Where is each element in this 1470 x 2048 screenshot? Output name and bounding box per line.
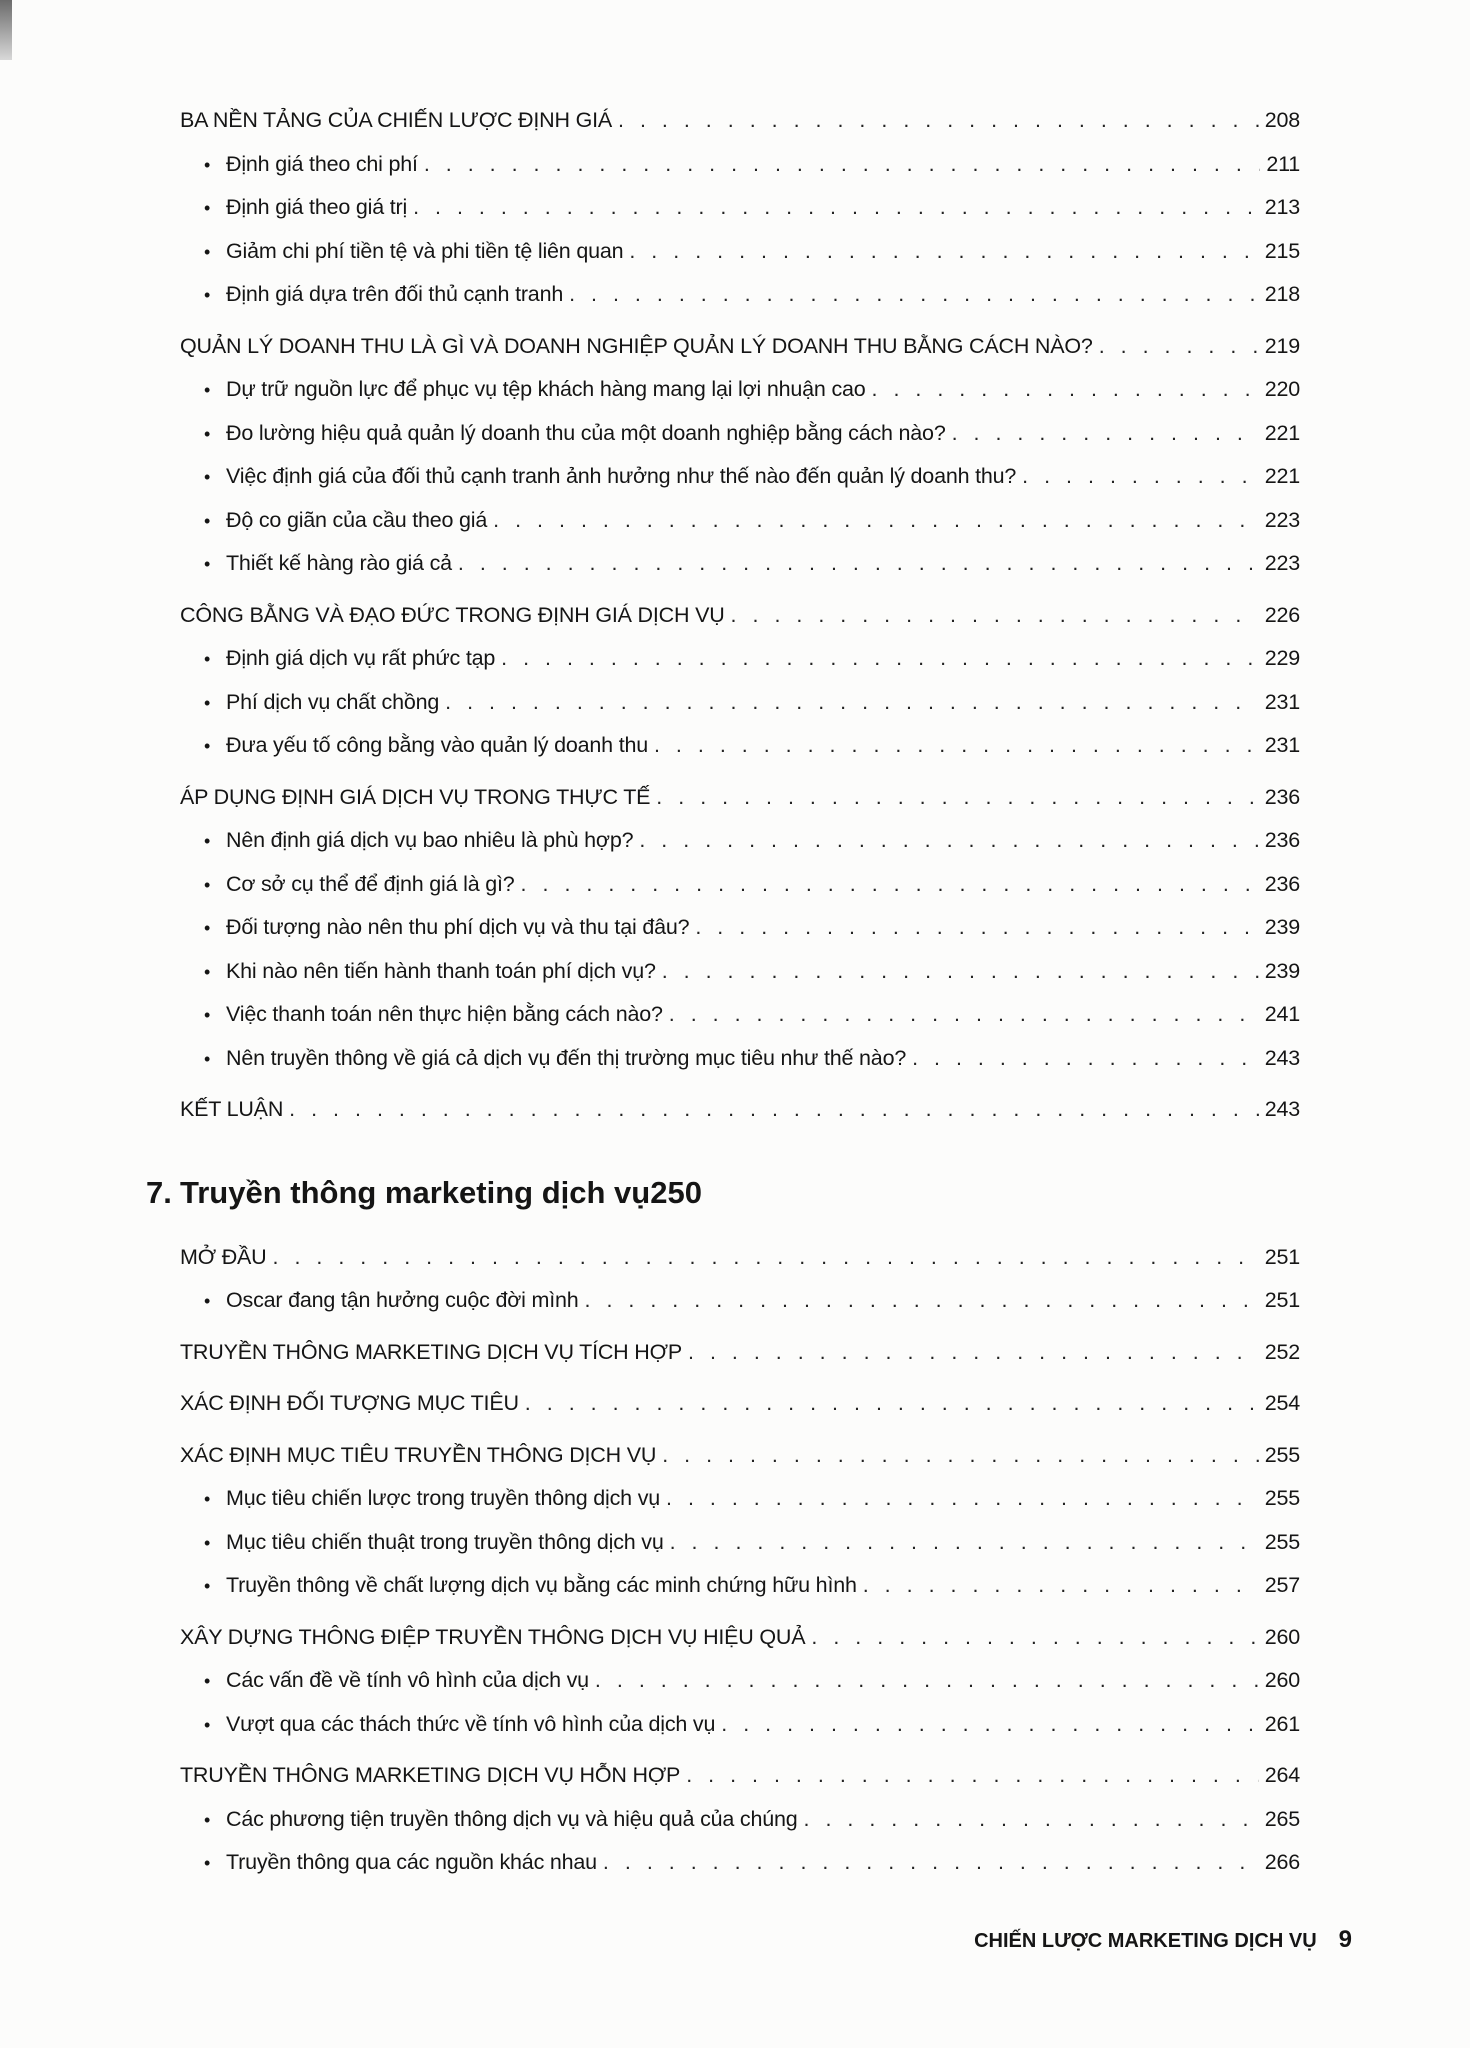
entry-title: Oscar đang tận hưởng cuộc đời mình — [226, 1288, 579, 1312]
toc-section — [180, 785, 1300, 829]
dot-leader — [525, 1391, 1259, 1416]
entry-page-number: 264 — [1264, 1763, 1300, 1787]
dot-leader — [445, 690, 1259, 715]
entry-page-number: 219 — [1264, 333, 1300, 358]
dot-leader — [863, 1573, 1259, 1598]
entry-title: Nên truyền thông về giá cả dịch vụ đến thị trường mục tiêu như thế nào? — [226, 1045, 907, 1070]
entry-page-number: 254 — [1264, 1391, 1300, 1415]
entry-title: Định giá dựa trên đối thủ cạnh tranh — [226, 282, 564, 306]
bullet-icon: • — [204, 649, 211, 669]
entry-page-number: 255 — [1264, 1486, 1300, 1510]
entry-title: KẾT LUẬN — [180, 1097, 284, 1121]
bullet-icon: • — [204, 1576, 211, 1596]
entry-title: QUẢN LÝ DOANH THU LÀ GÌ VÀ DOANH NGHIỆP QUẢN LÝ DOANH THU BẰNG CÁCH NÀO? — [180, 333, 1093, 358]
entry-page-number: 260 — [1264, 1624, 1300, 1649]
entry-title: TRUYỀN THÔNG MARKETING DỊCH VỤ HỖN HỢP — [180, 1763, 681, 1787]
entry-page-number: 215 — [1264, 238, 1300, 263]
toc-subitem — [180, 1573, 1300, 1617]
bullet-icon: • — [204, 1714, 211, 1735]
bullet-icon: • — [204, 1005, 211, 1025]
dot-leader — [521, 872, 1259, 897]
toc-subitem — [180, 421, 1300, 465]
dot-leader — [688, 1340, 1259, 1365]
bullet-icon: • — [204, 1489, 211, 1509]
dot-leader — [804, 1807, 1259, 1832]
dot-leader — [731, 603, 1259, 628]
entry-title: Việc định giá của đối thủ cạnh tranh ảnh hưởng như thế nào đến quản lý doanh thu? — [226, 464, 1017, 488]
entry-title: Nên định giá dịch vụ bao nhiêu là phù hợp? — [226, 828, 634, 852]
toc-subitem — [180, 915, 1300, 959]
dot-leader — [458, 551, 1259, 576]
bullet-icon: • — [204, 554, 211, 574]
entry-title: Vượt qua các thách thức về tính vô hình của dịch vụ — [226, 1711, 716, 1736]
entry-page-number: 218 — [1264, 282, 1300, 306]
dot-leader — [912, 1046, 1259, 1071]
entry-page-number: 236 — [1264, 828, 1300, 852]
toc-subitem — [180, 1288, 1300, 1332]
dot-leader — [811, 1625, 1258, 1650]
entry-page-number: 213 — [1264, 195, 1300, 219]
dot-leader — [595, 1668, 1259, 1693]
dot-leader — [670, 1530, 1259, 1555]
bullet-icon: • — [204, 1291, 211, 1311]
dot-leader — [695, 915, 1258, 940]
bullet-icon: • — [204, 1671, 211, 1691]
entry-title: CÔNG BẰNG VÀ ĐẠO ĐỨC TRONG ĐỊNH GIÁ DỊCH VỤ — [180, 602, 725, 627]
entry-page-number: 239 — [1264, 915, 1300, 939]
dot-leader — [686, 1763, 1259, 1788]
entry-title: Truyền thông về chất lượng dịch vụ bằng các minh chứng hữu hình — [226, 1573, 857, 1597]
toc-section — [180, 1097, 1300, 1141]
dot-leader — [1099, 334, 1259, 359]
bullet-icon: • — [204, 154, 211, 175]
bullet-icon: • — [204, 423, 211, 444]
dot-leader — [501, 646, 1259, 671]
chapter-number: 7. — [146, 1174, 172, 1210]
dot-leader — [656, 785, 1258, 810]
entry-title: Đưa yếu tố công bằng vào quản lý doanh thu — [226, 733, 648, 757]
toc-subitem — [180, 646, 1300, 690]
entry-title: Mục tiêu chiến thuật trong truyền thông dịch vụ — [226, 1529, 664, 1554]
entry-page-number: 250 — [650, 1174, 702, 1210]
entry-title: Thiết kế hàng rào giá cả — [226, 551, 452, 575]
dot-leader — [585, 1288, 1259, 1313]
entry-title: Các vấn đề về tính vô hình của dịch vụ — [226, 1668, 589, 1692]
toc-section — [180, 1625, 1300, 1669]
toc-section — [180, 108, 1300, 152]
entry-page-number: 260 — [1264, 1668, 1300, 1692]
bullet-icon: • — [204, 1809, 211, 1830]
entry-title: Các phương tiện truyền thông dịch vụ và hiệu quả của chúng — [226, 1806, 798, 1831]
dot-leader — [666, 1486, 1259, 1511]
footer-page-number: 9 — [1338, 1926, 1352, 1953]
dot-leader — [424, 152, 1260, 177]
toc-subitem — [180, 1807, 1300, 1851]
entry-title: Độ co giãn của cầu theo giá — [226, 507, 488, 532]
toc-subitem — [180, 377, 1300, 421]
toc-section — [180, 603, 1300, 647]
toc-subitem — [180, 1712, 1300, 1756]
entry-page-number: 221 — [1264, 464, 1300, 488]
dot-leader — [618, 108, 1259, 133]
entry-page-number: 251 — [1264, 1288, 1300, 1312]
bullet-icon: • — [204, 692, 211, 713]
toc-subitem — [180, 1668, 1300, 1712]
dot-leader — [569, 282, 1259, 307]
toc-section — [180, 1763, 1300, 1807]
entry-page-number: 243 — [1264, 1097, 1300, 1121]
dot-leader — [721, 1712, 1258, 1737]
entry-title: Cơ sở cụ thể để định giá là gì? — [226, 871, 515, 896]
table-of-contents — [146, 108, 1300, 1894]
bullet-icon: • — [204, 831, 211, 851]
toc-subitem — [180, 959, 1300, 1003]
toc-subitem — [180, 551, 1300, 595]
entry-title: Mục tiêu chiến lược trong truyền thông dịch vụ — [226, 1486, 660, 1510]
entry-page-number: 231 — [1264, 689, 1300, 714]
bullet-icon: • — [204, 510, 211, 531]
toc-subitem — [180, 1002, 1300, 1046]
entry-page-number: 211 — [1266, 151, 1300, 176]
bullet-icon: • — [204, 1853, 211, 1873]
toc-subitem — [180, 733, 1300, 777]
bullet-icon: • — [204, 1048, 211, 1069]
bullet-icon: • — [204, 1532, 211, 1553]
entry-title: XÂY DỰNG THÔNG ĐIỆP TRUYỀN THÔNG DỊCH VỤ HIỆU QUẢ — [180, 1624, 806, 1649]
entry-page-number: 255 — [1264, 1442, 1300, 1467]
toc-chapter — [146, 1175, 1300, 1237]
entry-page-number: 265 — [1264, 1806, 1300, 1831]
entry-title: Giảm chi phí tiền tệ và phi tiền tệ liên quan — [226, 238, 624, 263]
entry-page-number: 221 — [1264, 420, 1300, 445]
entry-title: Truyền thông marketing dịch vụ — [180, 1174, 651, 1210]
entry-title: Định giá dịch vụ rất phức tạp — [226, 646, 496, 670]
toc-section — [180, 1340, 1300, 1384]
bullet-icon: • — [204, 961, 211, 982]
entry-title: Việc thanh toán nên thực hiện bằng cách nào? — [226, 1002, 663, 1026]
entry-title: Dự trữ nguồn lực để phục vụ tệp khách hàng mang lại lợi nhuận cao — [226, 377, 866, 401]
entry-page-number: 223 — [1264, 551, 1300, 575]
toc-subitem — [180, 239, 1300, 283]
entry-page-number: 226 — [1264, 602, 1300, 627]
dot-leader — [1022, 464, 1259, 489]
entry-title: ÁP DỤNG ĐỊNH GIÁ DỊCH VỤ TRONG THỰC TẾ — [180, 784, 651, 809]
dot-leader — [662, 959, 1259, 984]
dot-leader — [603, 1850, 1259, 1875]
entry-page-number: 266 — [1264, 1850, 1300, 1874]
toc-subitem — [180, 1530, 1300, 1574]
entry-title: BA NỀN TẢNG CỦA CHIẾN LƯỢC ĐỊNH GIÁ — [180, 108, 613, 132]
dot-leader — [872, 377, 1259, 402]
toc-subitem — [180, 690, 1300, 734]
entry-page-number: 223 — [1264, 507, 1300, 532]
entry-title: XÁC ĐỊNH MỤC TIÊU TRUYỀN THÔNG DỊCH VỤ — [180, 1442, 657, 1467]
entry-page-number: 257 — [1264, 1573, 1300, 1597]
entry-title: TRUYỀN THÔNG MARKETING DỊCH VỤ TÍCH HỢP — [180, 1339, 682, 1364]
dot-leader — [273, 1245, 1259, 1270]
dot-leader — [639, 828, 1258, 853]
entry-title: XÁC ĐỊNH ĐỐI TƯỢNG MỤC TIÊU — [180, 1391, 519, 1415]
page-footer — [974, 1926, 1352, 1954]
entry-page-number: 236 — [1264, 871, 1300, 896]
entry-page-number: 243 — [1264, 1045, 1300, 1070]
toc-subitem — [180, 872, 1300, 916]
toc-subitem — [180, 828, 1300, 872]
dot-leader — [493, 508, 1259, 533]
bullet-icon: • — [204, 467, 211, 487]
entry-page-number: 239 — [1264, 958, 1300, 983]
toc-subitem — [180, 1850, 1300, 1894]
bullet-icon: • — [204, 198, 211, 218]
dot-leader — [413, 195, 1259, 220]
entry-title: Đối tượng nào nên thu phí dịch vụ và thu tại đâu? — [226, 915, 690, 939]
entry-title: Định giá theo chi phí — [226, 151, 418, 176]
toc-subitem — [180, 1486, 1300, 1530]
bullet-icon: • — [204, 874, 211, 895]
toc-subitem — [180, 195, 1300, 239]
toc-subitem — [180, 508, 1300, 552]
bullet-icon: • — [204, 736, 211, 756]
entry-page-number: 208 — [1264, 108, 1300, 132]
entry-title: Phí dịch vụ chất chồng — [226, 689, 440, 714]
bullet-icon: • — [204, 285, 211, 305]
entry-title: Đo lường hiệu quả quản lý doanh thu của một doanh nghiệp bằng cách nào? — [226, 420, 946, 445]
entry-title: MỞ ĐẦU — [180, 1244, 267, 1269]
footer-book-title: CHIẾN LƯỢC MARKETING DỊCH VỤ — [974, 1930, 1317, 1952]
bullet-icon: • — [204, 918, 211, 938]
dot-leader — [654, 733, 1259, 758]
entry-page-number: 251 — [1264, 1244, 1300, 1269]
toc-subitem — [180, 152, 1300, 196]
entry-page-number: 252 — [1264, 1339, 1300, 1364]
toc-subitem — [180, 1046, 1300, 1090]
entry-page-number: 220 — [1264, 377, 1300, 401]
entry-title: Truyền thông qua các nguồn khác nhau — [226, 1850, 597, 1874]
toc-section — [180, 1443, 1300, 1487]
entry-page-number: 241 — [1264, 1002, 1300, 1026]
toc-section — [180, 334, 1300, 378]
entry-title: Định giá theo giá trị — [226, 195, 408, 219]
toc-subitem — [180, 464, 1300, 508]
toc-section — [180, 1391, 1300, 1435]
dot-leader — [952, 421, 1259, 446]
entry-page-number: 261 — [1264, 1711, 1300, 1736]
entry-page-number: 231 — [1264, 733, 1300, 757]
dot-leader — [662, 1443, 1259, 1468]
dot-leader — [289, 1097, 1259, 1122]
entry-page-number: 229 — [1264, 646, 1300, 670]
entry-page-number: 255 — [1264, 1529, 1300, 1554]
toc-subitem — [180, 282, 1300, 326]
bullet-icon: • — [204, 380, 211, 400]
page-corner-shadow — [0, 0, 12, 60]
entry-page-number: 236 — [1264, 784, 1300, 809]
bullet-icon: • — [204, 241, 211, 262]
toc-section — [180, 1245, 1300, 1289]
dot-leader — [669, 1002, 1259, 1027]
dot-leader — [629, 239, 1258, 264]
entry-title: Khi nào nên tiến hành thanh toán phí dịch vụ? — [226, 958, 656, 983]
